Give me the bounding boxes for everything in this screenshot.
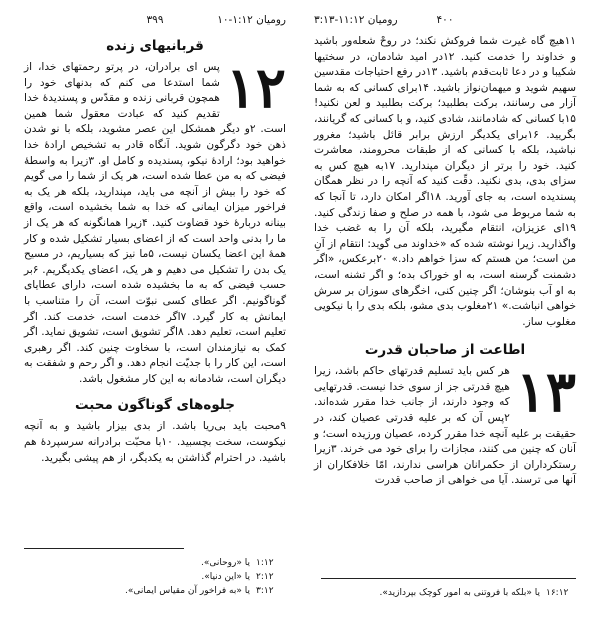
- footnote: [24, 556, 286, 570]
- chapter-number-13: ۱۳: [515, 359, 576, 426]
- footnote-reference: ۱۶:۱۲: [546, 588, 569, 598]
- footnote-reference: ۲:۱۲: [256, 572, 274, 582]
- right-header-reference: رومیان ۱۱:۱۲-۳:۱۳: [314, 14, 398, 26]
- love-section-text: ۹محبت باید بی‌ریا باشد. از بدی بیزار باشید و به آنچه نیکوست، سخت بچسبید. ۱۰با محبّت برادرانه سرسپردهٔ هم باشید. در احترام گذاشتن به یکدیگر، از هم پیشی بگیرید.: [24, 420, 286, 464]
- footnote: [24, 570, 286, 584]
- section-body-love-in-action: [24, 419, 286, 466]
- left-footnote-divider: [24, 548, 184, 549]
- right-footnote-divider: [321, 578, 576, 579]
- right-page-number: ۴۰۰: [436, 14, 454, 26]
- chapter-number-12: ۱۲: [225, 55, 286, 121]
- continued-body-romans-12: [314, 34, 576, 330]
- left-running-header: [24, 14, 286, 30]
- left-footnotes: [24, 556, 286, 598]
- footnote-text: یا «این دنیا».: [201, 572, 250, 582]
- right-footnotes: [314, 586, 576, 600]
- left-page-number: ۳۹۹: [146, 14, 164, 26]
- chapter-12-text: پس ای برادران، در پرتو رحمتهای خدا، از شما استدعا می کنم که بدنهای خود را همچون قربانی زنده و مقدّس و پسندیدهٔ خدا تقدیم کنید که عبادت معقول شما همین است. ۲و دیگر همشکل این عصر مشوید، بلکه با نو شدن ذهن خود دگرگون شوید. آنگاه قادر به تشخیص ارادهٔ خدا خواهید بود؛ ارادهٔ نیکو، پسندیده و کامل او. ۳زیرا به واسطهٔ فیضی که به من عطا شده است، هر یک از شما را می گویم که خود را بیش از آنچه می باید، مپندارید، بلکه هر یک به فراخور میزان ایمانی که خدا به شما بخشیده است، واقع بینانه دربارهٔ خود قضاوت کنید. ۴زیرا همانگونه که هر یک از ما را بدنی واحد است که از اعضای بسیار تشکیل شده و کار همهٔ این اعضا یکسان نیست، ۵ما نیز که بسیاریم، در مسیح یک بدن را تشکیل می دهیم و هر یک، اعضای یکدیگریم. ۶بر حسب فیضی که به ما بخشیده شده است، دارای عطایای گوناگونیم. اگر عطای کسی نبوّت است، آن را متناسب با ایمانش به کار گیرد. ۷اگر خدمت است، خدمت کند. اگر تعلیم است، تعلیم دهد. ۸اگر تشویق است، تشویق نماید. اگر کمک به نیازمندان است، با سخاوت چنین کند. اگر رهبری است، این کار را با جدیّت انجام دهد. و اگر رحم و شفقت به دیگران است، شادمانه به این کار مشغول باشد.: [24, 61, 287, 385]
- footnote-reference: ۳:۱۲: [256, 586, 274, 596]
- footnote-text: یا «روحانی».: [201, 558, 250, 568]
- footnote: [24, 584, 286, 598]
- section-title-love-in-action: جلوه‌های گوناگون محبت: [74, 397, 236, 414]
- footnote: [314, 586, 576, 600]
- romans-12-continued-text: ۱۱هیچ گاه غیرت شما فروکش نکند؛ در روحْ شعله‌ور باشید و خداوند را خدمت کنید. ۱۲در امید شادمان، در سختیها شکیبا و در دعا ثابت‌قدم باشید. ۱۳در رفع احتیاجات مقدسین سهیم شوید و میهمان‌نواز باشید. ۱۴برای کسانی که به شما آزار می رسانند، برکت بطلبید؛ برکت بطلبید و لعن نکنید! ۱۵با کسانی که شادمانند، شادی کنید، و با کسانی که گریانند، بگریید. ۱۶برای یکدیگر ارزش برابر قائل باشید؛ مغرور نباشید، بلکه با کسانی که از طبقات محرومند، معاشرت کنید. خود را برتر از دیگران مپندارید. ۱۷به هیچ کس به سزای بدی، بدی نکنید. دقّت کنید که آنچه را در نظر همگان پسندیده است، به جای آورید. ۱۸اگر امکان دارد، تا آنجا که به شما مربوط می شود، با همه در صلح و صفا زندگی کنید. ۱۹ای عزیزان، انتقام مگیرید، بلکه آن را به غضب خدا واگذارید. زیرا نوشته شده که «خداوند می گوید: انتقام از آنِ من است؛ من هستم که سزا خواهم داد.» ۲۰برعکس، «اگر دشمنت گرسنه است، به او خوراک بده؛ و اگر تشنه است، به او آب بنوشان؛ اگر چنین کنی، اخگرهای سوزان بر سرش خواهی انباشت.» ۲۱مغلوب بدی مشو، بلکه بدی را با نیکویی مغلوب ساز.: [314, 35, 577, 328]
- footnote-reference: ۱:۱۲: [256, 558, 274, 568]
- section-body-living-sacrifices: [24, 55, 287, 387]
- footnote-text: یا «به فراخور آن مقیاس ایمانی».: [125, 586, 250, 596]
- right-page: [300, 0, 600, 626]
- section-title-living-sacrifices: قربانیهای زنده: [106, 38, 204, 54]
- section-body-authorities: [314, 359, 576, 489]
- left-header-reference: رومیان ۱:۱۲-۱۰: [217, 14, 286, 26]
- right-running-header: [314, 14, 576, 30]
- chapter-13-text: هر کس باید تسلیم قدرتهای حاکم باشد، زیرا هیچ قدرتی جز از سوی خدا نیست. قدرتهایی که وجود دارند، از جانب خدا مقرر شده‌اند. ۲پس آن که بر علیه قدرتی عصیان کند، در حقیقت بر علیه آنچه خدا مقرر کرده، عصیان ورزیده است؛ و آنان که چنین می کنند، مجازات را برای خود می خرند. ۳زیرا رستکرداران از حکمرانان هراسی ندارند، امّا خلافکاران از آنها می ترسند. آیا می خواهی از صاحب قدرت: [314, 365, 576, 487]
- footnote-text: یا «بلکه با فروتنی به امور کوچک بپردازید».: [379, 588, 540, 598]
- section-title-submission-to-authorities: اطاعت از صاحبان قدرت: [364, 342, 526, 359]
